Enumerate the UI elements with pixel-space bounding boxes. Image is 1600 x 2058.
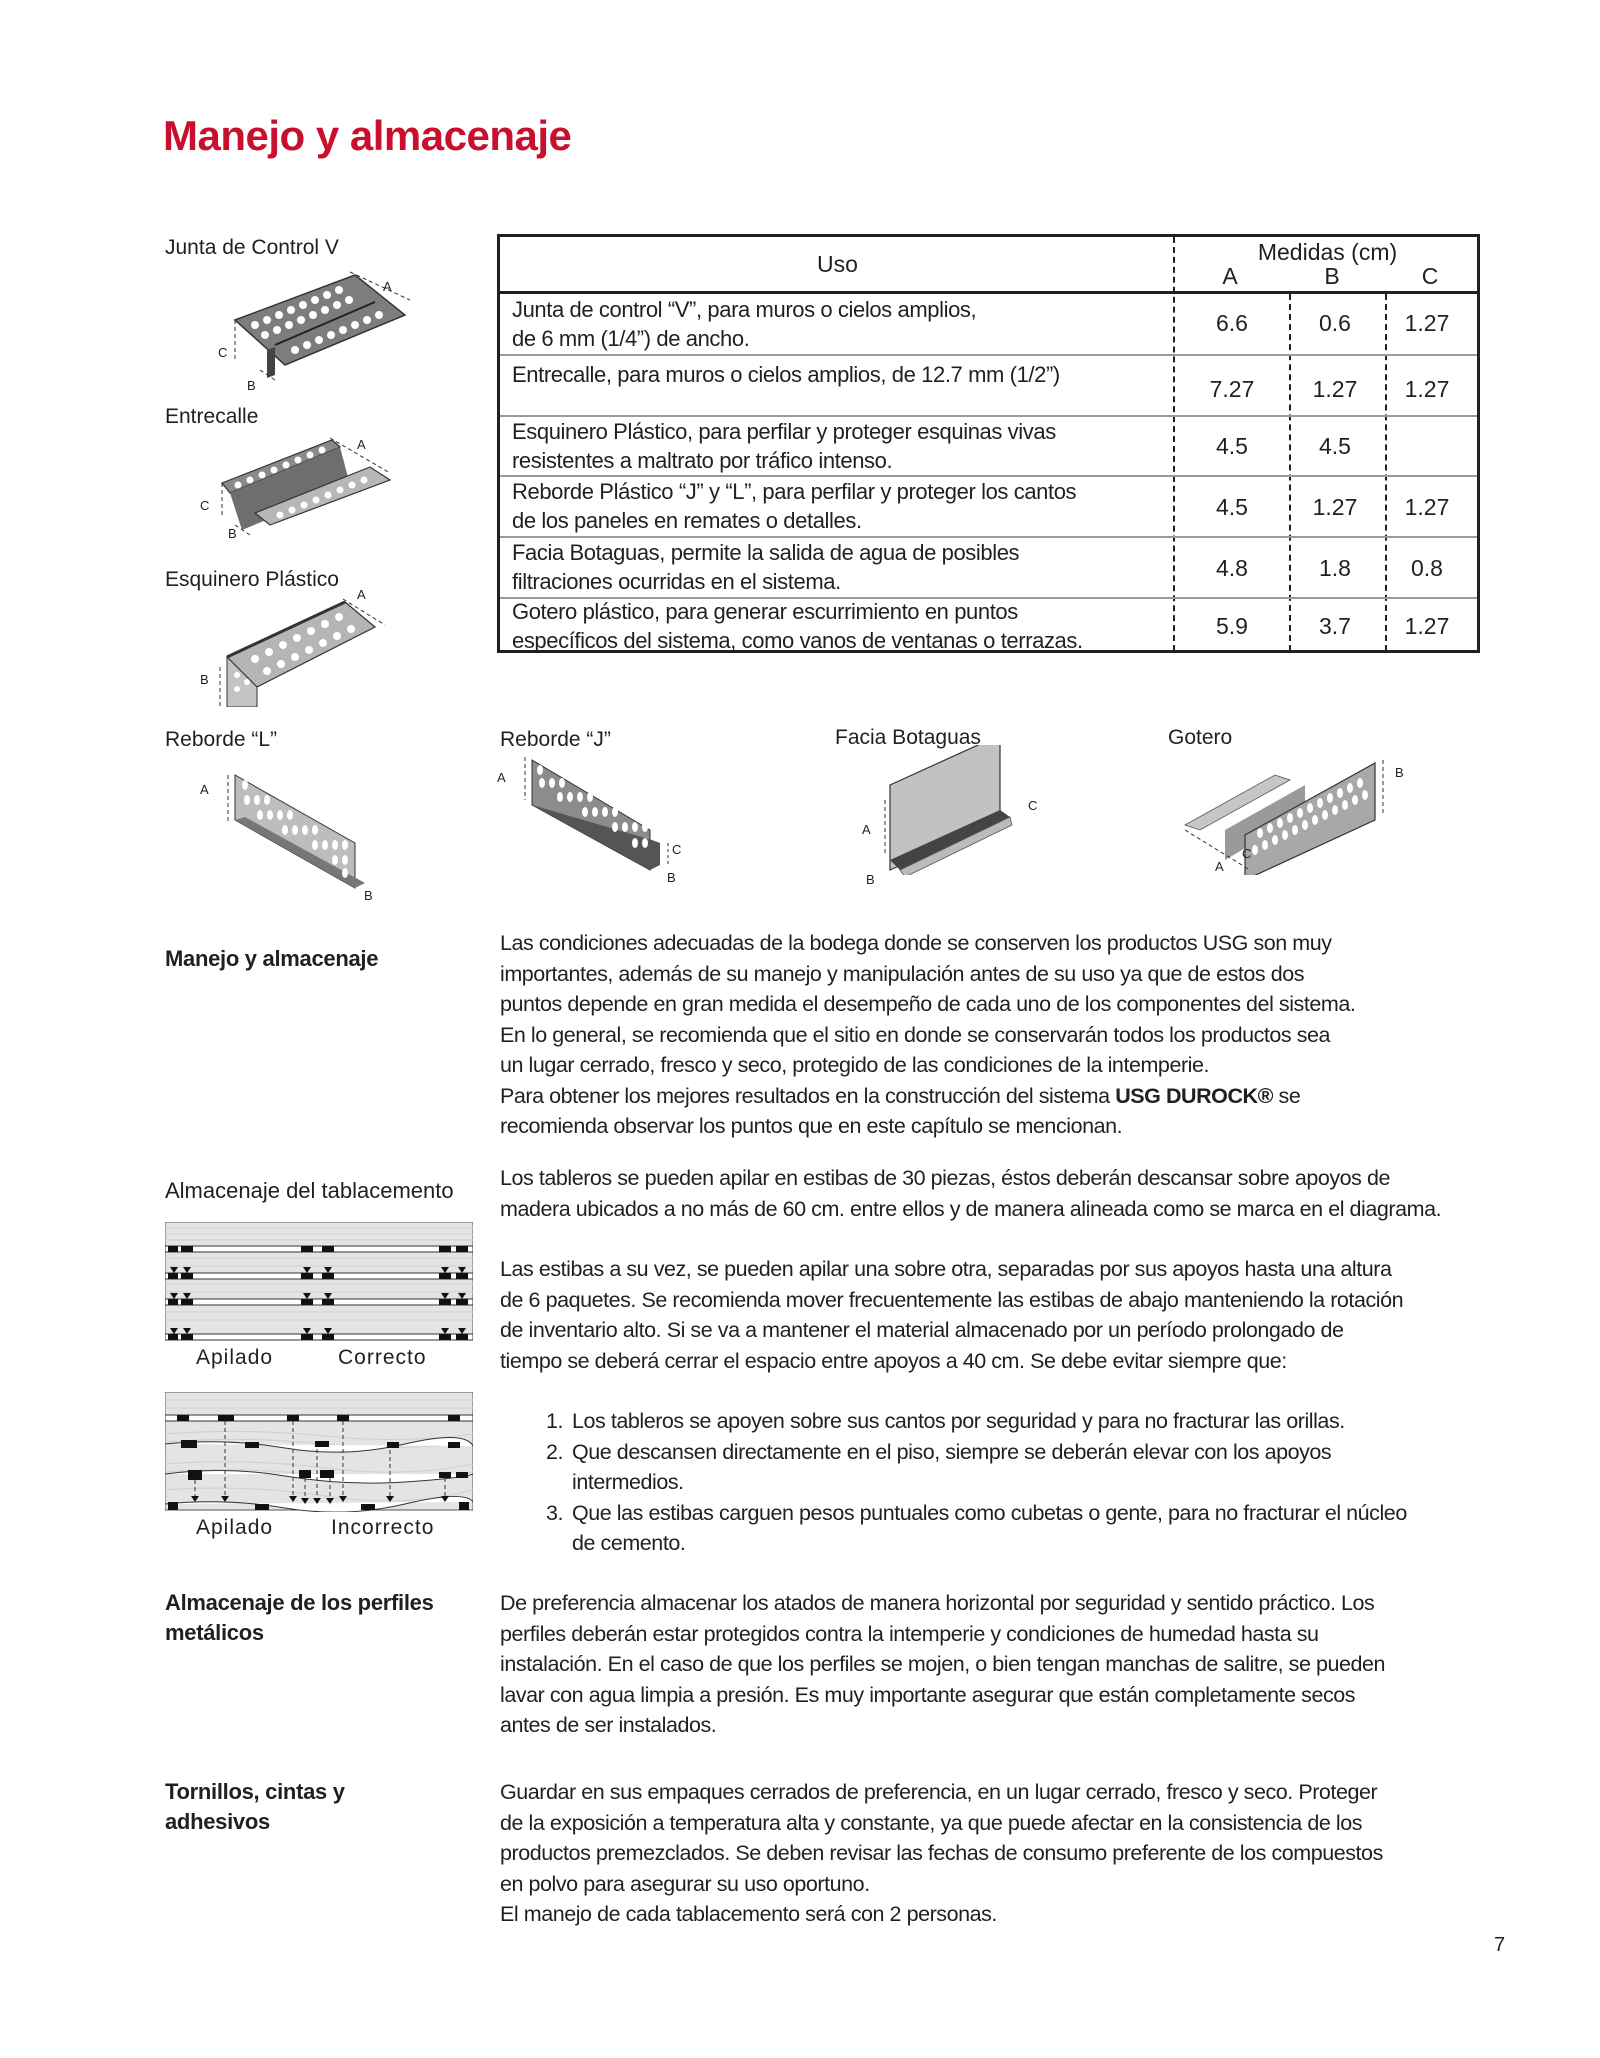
dim-label-b: B: [228, 526, 237, 541]
dim-label-b: B: [247, 378, 256, 393]
stacking-incorrect-diagram: [165, 1392, 473, 1512]
dim-label-c: C: [218, 345, 228, 360]
section-body-tablacemento: [500, 1163, 1485, 1559]
gotero-diagram: [1155, 755, 1415, 875]
section-heading-tornillos: Tornillos, cintas y adhesivos: [165, 1779, 345, 1834]
cell-a: 4.5: [1216, 494, 1248, 520]
section-heading-perfiles: Almacenaje de los perfiles metálicos: [165, 1590, 434, 1645]
paragraph-line: Para obtener los mejores resultados en la construcción del sistema USG DUROCK® se: [500, 1083, 1301, 1108]
caption-correcto: Correcto: [338, 1346, 427, 1369]
row-uso-line: Entrecalle, para muros o cielos amplios, de 12.7 mm (1/2”): [512, 362, 1060, 387]
row-uso-line: filtraciones ocurridas en el sistema.: [512, 569, 841, 594]
stacking-correct-diagram: [165, 1222, 473, 1342]
paragraph-line: De preferencia almacenar los atados de manera horizontal por seguridad y sentido práctico. Los: [500, 1591, 1375, 1615]
profile-label-gotero: Gotero: [1168, 726, 1233, 749]
caption-incorrecto: Incorrecto: [331, 1516, 435, 1539]
paragraph-line: un lugar cerrado, fresco y seco, protegido de las condiciones de la intemperie.: [500, 1053, 1210, 1077]
dim-label-b: B: [364, 888, 373, 903]
brand-name: USG DUROCK®: [1115, 1083, 1273, 1108]
table-row: [500, 538, 1477, 598]
dim-label-c: C: [1242, 846, 1252, 861]
table-row: [500, 356, 1477, 416]
dim-label-b: B: [667, 870, 676, 885]
paragraph-line: productos premezclados. Se deben revisar las fechas de consumo preferente de los compuestos: [500, 1841, 1383, 1865]
row-uso-line: de 6 mm (1/4”) de ancho.: [512, 326, 750, 351]
entrecalle-diagram: [210, 435, 410, 545]
cell-c: 1.27: [1404, 613, 1450, 639]
dim-label-b: B: [866, 872, 875, 887]
section-heading-tablacemento: Almacenaje del tablacemento: [165, 1178, 454, 1203]
table-row: [500, 477, 1477, 537]
profile-label-esquinero: Esquinero Plástico: [165, 568, 339, 591]
row-uso-line: Reborde Plástico “J” y “L”, para perfilar y proteger los cantos: [512, 479, 1077, 504]
row-uso-line: Gotero plástico, para generar escurrimiento en puntos: [512, 599, 1018, 624]
profile-label-entrecalle: Entrecalle: [165, 405, 259, 428]
cell-a: 6.6: [1216, 310, 1248, 336]
paragraph-line: El manejo de cada tablacemento será con 2 personas.: [500, 1902, 997, 1926]
profile-label-junta-control-v: Junta de Control V: [165, 236, 339, 259]
list-item: 3. Que las estibas carguen pesos puntuales como cubetas o gente, para no fracturar el núcleo de cemento.: [546, 1500, 1407, 1555]
row-uso-line: Facia Botaguas, permite la salida de agua de posibles: [512, 540, 1020, 565]
page-number: 7: [1494, 1934, 1506, 1956]
paragraph-line: de 6 paquetes. Se recomienda mover frecuentemente las estibas de abajo manteniendo la rotación: [500, 1287, 1404, 1312]
cell-a: 4.8: [1216, 555, 1248, 581]
page-title: Manejo y almacenaje: [163, 112, 572, 159]
cell-b: 1.27: [1312, 376, 1358, 402]
table-row: [500, 417, 1477, 477]
cell-b: 1.8: [1319, 555, 1351, 581]
header-uso: Uso: [817, 250, 858, 277]
paragraph-line: lavar con agua limpia a presión. Es muy importante asegurar que están completamente secos: [500, 1682, 1356, 1707]
cell-b: 4.5: [1319, 433, 1351, 459]
row-uso-line: específicos del sistema, como vanos de ventanas o terrazas.: [512, 628, 1083, 653]
cell-a: 7.27: [1209, 376, 1255, 402]
cell-b: 1.27: [1312, 494, 1358, 520]
paragraph-line: importantes, además de su manejo y manipulación antes de su uso ya que de estos dos: [500, 961, 1305, 986]
paragraph-line: recomienda observar los puntos que en este capítulo se mencionan.: [500, 1114, 1123, 1138]
reborde-j-diagram: [520, 755, 680, 885]
list-item: 2. Que descansen directamente en el piso, siempre se deberán elevar con los apoyos intermedios.: [546, 1439, 1332, 1494]
section-body-manejo: [500, 928, 1485, 1142]
row-uso-line: resistentes a maltrato por tráfico intenso.: [512, 448, 893, 473]
paragraph-line: Las estibas a su vez, se pueden apilar una sobre otra, separadas por sus apoyos hasta una altura: [500, 1257, 1392, 1281]
paragraph-line: instalación. En el caso de que los perfiles se mojen, o bien tengan manchas de salitre, se pueden: [500, 1652, 1386, 1676]
section-heading-manejo: Manejo y almacenaje: [165, 946, 379, 971]
dim-label-a: A: [200, 782, 209, 797]
header-col-a: A: [1222, 263, 1238, 289]
dim-label-b: B: [1395, 765, 1404, 780]
dim-label-c: C: [200, 498, 210, 513]
dim-label-a: A: [357, 587, 366, 602]
header-col-b: B: [1324, 263, 1340, 289]
paragraph-line: perfiles deberán estar protegidos contra la intemperie y condiciones de humedad hasta su: [500, 1621, 1319, 1646]
avoid-list: [500, 1406, 1485, 1559]
paragraph-line: tiempo se deberá cerrar el espacio entre apoyos a 40 cm. Se debe evitar siempre que:: [500, 1348, 1287, 1373]
paragraph-line: puntos depende en gran medida el desempeño de cada uno de los componentes del sistema.: [500, 992, 1356, 1016]
list-item: 1. Los tableros se apoyen sobre sus cantos por seguridad y para no fracturar las orillas.: [546, 1409, 1345, 1433]
specifications-table: [497, 234, 1480, 653]
cell-c: 1.27: [1404, 310, 1450, 336]
table-row: [500, 294, 1477, 354]
paragraph-line: de la exposición a temperatura alta y constante, ya que puede afectar en la consistencia de los: [500, 1810, 1363, 1835]
paragraph-line: Los tableros se pueden apilar en estibas de 30 piezas, éstos deberán descansar sobre apoyos de: [500, 1166, 1390, 1190]
cell-c: 1.27: [1404, 376, 1450, 402]
dim-label-c: C: [672, 842, 682, 857]
paragraph-line: de inventario alto. Si se va a mantener el material almacenado por un período prolongado de: [500, 1318, 1344, 1342]
dim-label-b: B: [200, 672, 209, 687]
cell-b: 0.6: [1319, 310, 1351, 336]
dim-label-a: A: [862, 822, 871, 837]
cell-a: 5.9: [1216, 613, 1248, 639]
row-uso-line: Esquinero Plástico, para perfilar y proteger esquinas vivas: [512, 419, 1056, 444]
paragraph-line: madera ubicados a no más de 60 cm. entre ellos y de manera alineada como se marca en el diagrama.: [500, 1196, 1442, 1221]
caption-apilado-correct: Apilado: [196, 1346, 274, 1369]
cell-c: 0.8: [1411, 555, 1443, 581]
profile-label-reborde-j: Reborde “J”: [500, 728, 611, 751]
caption-apilado-incorrect: Apilado: [196, 1516, 274, 1539]
section-body-perfiles: [500, 1588, 1485, 1741]
paragraph-line: en polvo para asegurar su uso oportuno.: [500, 1871, 870, 1896]
cell-b: 3.7: [1319, 613, 1351, 639]
header-col-c: C: [1421, 263, 1439, 289]
reborde-l-diagram: [225, 765, 375, 895]
profile-label-facia: Facia Botaguas: [835, 726, 981, 749]
dim-label-a: A: [383, 279, 392, 294]
paragraph-line: antes de ser instalados.: [500, 1713, 717, 1737]
dim-label-c: C: [1028, 798, 1038, 813]
table-row: [500, 599, 1477, 651]
cell-a: 4.5: [1216, 433, 1248, 459]
esquinero-diagram: [215, 597, 385, 707]
profile-label-reborde-l: Reborde “L”: [165, 728, 278, 751]
header-medidas: Medidas (cm): [1257, 239, 1398, 265]
paragraph-line: Guardar en sus empaques cerrados de preferencia, en un lugar cerrado, fresco y seco. Proteger: [500, 1780, 1378, 1804]
row-uso-line: Junta de control “V”, para muros o cielos amplios,: [512, 297, 977, 322]
facia-botaguas-diagram: [880, 745, 1020, 875]
dim-label-a: A: [1215, 859, 1224, 874]
cell-c: 1.27: [1404, 494, 1450, 520]
paragraph-line: Las condiciones adecuadas de la bodega donde se conserven los productos USG son muy: [500, 931, 1332, 955]
row-uso-line: de los paneles en remates o detalles.: [512, 508, 862, 533]
dim-label-a: A: [497, 770, 506, 785]
junta-control-v-diagram: [205, 270, 425, 400]
paragraph-line: En lo general, se recomienda que el sitio en donde se conservarán todos los productos sea: [500, 1022, 1331, 1047]
dim-label-a: A: [357, 437, 366, 452]
section-body-tornillos: [500, 1777, 1485, 1930]
